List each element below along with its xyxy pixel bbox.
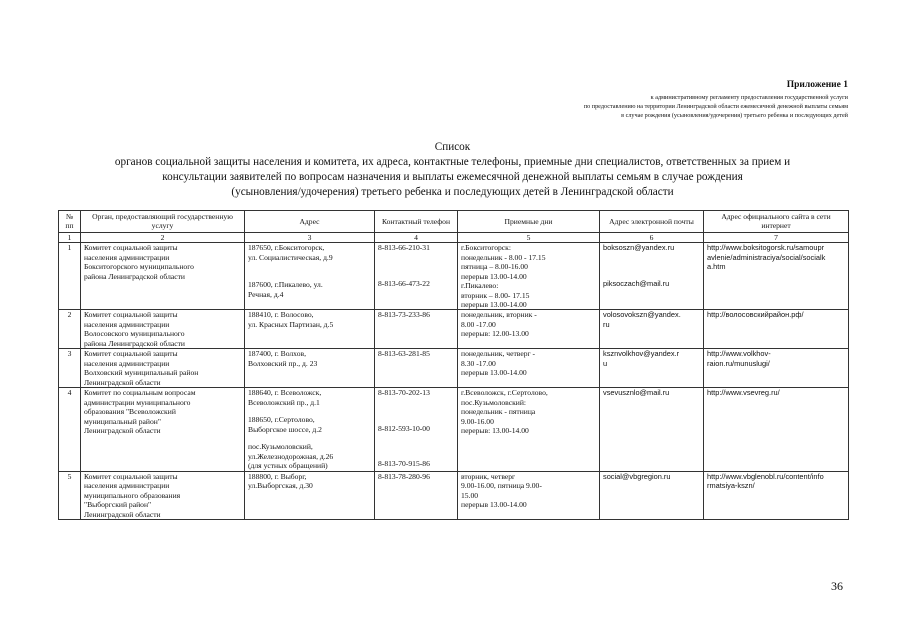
text-line: 9.00-16.00, пятница 9.00- xyxy=(461,481,542,491)
text-line: населения администрации xyxy=(84,252,170,262)
site-link[interactable]: http://www.vsevreg.ru/ xyxy=(707,388,780,398)
email-link[interactable]: piksoczach@mail.ru xyxy=(603,278,670,288)
text-line: Выборгское шоссе, д.2 xyxy=(248,424,322,434)
text-line: Комитет социальной защиты xyxy=(84,243,178,253)
column-number: 5 xyxy=(458,232,600,242)
days-cell xyxy=(458,310,600,349)
text-line: пос.Кузьмоловский, xyxy=(248,442,313,452)
header-num: № пп xyxy=(59,211,81,233)
text-line: 188410, г. Волосово, xyxy=(248,310,314,320)
text-line: Ленинградской области xyxy=(84,377,161,387)
document-heading xyxy=(30,140,875,200)
phone-number: 8-813-66-210-31 xyxy=(378,243,430,253)
row-number: 2 xyxy=(59,310,81,349)
site-cell xyxy=(704,471,849,519)
email-link[interactable] xyxy=(603,349,700,368)
organ-cell xyxy=(81,388,245,471)
email-link[interactable]: vsevusznlo@mail.ru xyxy=(603,388,670,398)
text-line: муниципального образования xyxy=(84,490,181,500)
text-line: понедельник - 8.00 - 17.15 xyxy=(461,252,546,262)
phone-number: 8-813-78-280-96 xyxy=(378,471,430,481)
appendix-line: к административному регламенту предоставления государственной услуги xyxy=(650,94,848,102)
table-header-row xyxy=(59,211,849,233)
text-line: Волховский муниципальный район xyxy=(84,368,199,378)
text-line: г.Всеволожск, г.Сертолово, xyxy=(461,388,548,398)
phone-cell xyxy=(375,471,458,519)
text-line: raion.ru/munuslugi/ xyxy=(707,359,770,369)
email-cell xyxy=(600,349,704,388)
text-line: образования "Всеволожский xyxy=(84,407,176,417)
email-link[interactable] xyxy=(603,310,700,329)
row-number: 1 xyxy=(59,243,81,310)
text-line: района Ленинградской области xyxy=(84,271,185,281)
column-number: 4 xyxy=(375,232,458,242)
text-line: понедельник, четверг - xyxy=(461,349,536,359)
appendix-header xyxy=(584,79,848,121)
text-line: пос.Кузьмоловский: xyxy=(461,397,526,407)
text-line: вторник, четверг xyxy=(461,471,516,481)
text-line: ул. Красных Партизан, д.5 xyxy=(248,319,334,329)
phone-number: 8-813-70-202-13 xyxy=(378,388,430,398)
organ-cell xyxy=(81,310,245,349)
text-line: ksznvolkhov@yandex.r xyxy=(603,349,680,359)
text-line: Ленинградской области xyxy=(84,426,161,436)
column-number: 2 xyxy=(81,232,245,242)
organ-cell xyxy=(81,471,245,519)
text-line: avlenie/administraciya/social/socialk xyxy=(707,252,826,262)
address-cell xyxy=(245,310,375,349)
text-line: перерыв: 13.00-14.00 xyxy=(461,426,529,436)
site-cell xyxy=(704,388,849,471)
row-number: 3 xyxy=(59,349,81,388)
text-line: Комитет по социальным вопросам xyxy=(84,388,196,398)
days-cell xyxy=(458,471,600,519)
text-line: 8.30 -17.00 xyxy=(461,358,496,368)
phone-number: 8-813-70-915-86 xyxy=(378,459,430,469)
text-line: 188650, г.Сертолово, xyxy=(248,415,315,425)
organ-cell xyxy=(81,243,245,310)
text-line: u xyxy=(603,359,608,369)
text-line: 9.00-16.00 xyxy=(461,416,494,426)
registry-table xyxy=(58,210,849,520)
days-cell xyxy=(458,388,600,471)
header-site: Адрес официального сайта в сети интернет xyxy=(704,211,849,233)
text-line: 15.00 xyxy=(461,490,479,500)
text-line: (для устных обращений) xyxy=(248,461,328,471)
days-cell xyxy=(458,349,600,388)
phone-number: 8-813-63-281-85 xyxy=(378,349,430,359)
appendix-title: Приложение 1 xyxy=(786,80,848,90)
table-row xyxy=(59,471,849,519)
email-cell xyxy=(600,243,704,310)
address-cell xyxy=(245,243,375,310)
days-cell xyxy=(458,243,600,310)
text-line: ru xyxy=(603,320,610,330)
text-line: http://www.volkhov- xyxy=(707,349,771,359)
heading-line: (усыновления/удочерения) третьего ребенка и последующих детей в Ленинградской области xyxy=(231,185,674,198)
header-days: Приемные дни xyxy=(458,211,600,233)
column-number-row xyxy=(59,232,849,242)
heading-line: органов социальной защиты населения и комитета, их адреса, контактные телефоны, приемные дни специалистов, ответственных за прием и xyxy=(114,155,791,168)
heading-line: консультации заявителей по вопросам назначения и выплаты ежемесячной денежной выплаты семьям в случае рождения xyxy=(162,170,743,183)
text-line: Комитет социальной защиты xyxy=(84,349,178,359)
site-link[interactable]: http://волосовскийрайон.рф/ xyxy=(707,310,804,320)
text-line: понедельник - пятница xyxy=(461,407,536,417)
text-line: населения администрации xyxy=(84,319,170,329)
phone-number: 8-813-66-473-22 xyxy=(378,278,430,288)
text-line: 8.00 -17.00 xyxy=(461,319,496,329)
address-cell xyxy=(245,471,375,519)
text-line: Ленинградской области xyxy=(84,509,161,519)
column-number: 7 xyxy=(704,232,849,242)
text-line: перерыв 13.00-14.00 xyxy=(461,500,527,510)
text-line: ул.Железнодорожная, д.26 xyxy=(248,451,334,461)
row-number: 4 xyxy=(59,388,81,471)
text-line: ул. Социалистическая, д.9 xyxy=(248,252,333,262)
text-line: http://www.boksitogorsk.ru/samoupr xyxy=(707,243,825,253)
text-line: населения администрации xyxy=(84,481,170,491)
phone-number: 8-812-593-10-00 xyxy=(378,423,430,433)
address-cell xyxy=(245,349,375,388)
table-row xyxy=(59,243,849,310)
text-line: Волосовского муниципального xyxy=(84,329,185,339)
text-line: a.htm xyxy=(707,262,726,272)
site-link[interactable] xyxy=(707,243,845,272)
text-line: Комитет социальной защиты xyxy=(84,310,178,320)
email-link[interactable]: boksoszn@yandex.ru xyxy=(603,243,675,253)
heading-title: Список xyxy=(434,141,471,153)
text-line: volosovokszn@yandex. xyxy=(603,310,681,320)
text-line: rmatsiya-kszn/ xyxy=(707,481,755,491)
text-line: ул.Выборгская, д.30 xyxy=(248,481,313,491)
text-line: Комитет социальной защиты xyxy=(84,471,178,481)
text-line: понедельник, вторник - xyxy=(461,310,537,320)
page-number: 36 xyxy=(831,579,843,593)
header-organ: Орган, предоставляющий государственную услугу xyxy=(81,211,245,233)
text-line: 188800, г. Выборг, xyxy=(248,471,307,481)
text-line: пятница – 8.00-16.00 xyxy=(461,262,528,272)
email-cell xyxy=(600,310,704,349)
text-line: "Выборгский район" xyxy=(84,500,152,510)
text-line: перерыв: 12.00-13.00 xyxy=(461,329,529,339)
table-row xyxy=(59,310,849,349)
text-line: перерыв 13.00-14.00 xyxy=(461,368,527,378)
text-line: района Ленинградской области xyxy=(84,338,185,348)
phone-number: 8-813-73-233-86 xyxy=(378,310,430,320)
site-cell xyxy=(704,349,849,388)
site-link[interactable] xyxy=(707,472,845,491)
appendix-line: по предоставлению на территории Ленинградской области ежемесячной денежной выплаты семьям xyxy=(583,103,848,111)
phone-cell xyxy=(375,349,458,388)
appendix-line: в случае рождения (усыновления/удочерения) третьего ребенка и последующих детей xyxy=(621,112,848,120)
organ-cell xyxy=(81,349,245,388)
text-line: Речная, д.4 xyxy=(248,289,284,299)
table-row xyxy=(59,388,849,471)
text-line: 187650, г.Бокситогорск, xyxy=(248,243,325,253)
header-email: Адрес электронной почты xyxy=(600,211,704,233)
text-line: 188640, г. Всеволожск, xyxy=(248,388,322,398)
text-line: перерыв 13.00-14.00 xyxy=(461,299,527,309)
column-number: 1 xyxy=(59,232,81,242)
site-cell xyxy=(704,310,849,349)
text-line: вторник – 8.00- 17.15 xyxy=(461,290,530,300)
email-cell xyxy=(600,471,704,519)
column-number: 3 xyxy=(245,232,375,242)
text-line: г.Пикалево: xyxy=(461,281,499,291)
text-line: населения администрации xyxy=(84,358,170,368)
header-phone: Контактный телефон xyxy=(375,211,458,233)
text-line: 187400, г. Волхов, xyxy=(248,349,306,359)
text-line: Всеволожский пр., д.1 xyxy=(248,397,320,407)
site-link[interactable] xyxy=(707,349,845,368)
email-link[interactable]: social@vbgregion.ru xyxy=(603,471,671,481)
phone-cell xyxy=(375,243,458,310)
site-cell xyxy=(704,243,849,310)
text-line: http://www.vbglenobl.ru/content/info xyxy=(707,471,824,481)
email-cell xyxy=(600,388,704,471)
text-line: 187600, г.Пикалево, ул. xyxy=(248,280,323,290)
phone-cell xyxy=(375,388,458,471)
text-line: администрации муниципального xyxy=(84,397,191,407)
text-line: перерыв 13.00-14.00 xyxy=(461,271,527,281)
address-cell xyxy=(245,388,375,471)
phone-cell xyxy=(375,310,458,349)
text-line: Волховский пр., д. 23 xyxy=(248,358,318,368)
text-line: муниципальный район" xyxy=(84,416,161,426)
header-address: Адрес xyxy=(245,211,375,233)
column-number: 6 xyxy=(600,232,704,242)
row-number: 5 xyxy=(59,471,81,519)
table-row xyxy=(59,349,849,388)
text-line: г.Бокситогорск: xyxy=(461,243,511,253)
text-line: Бокситогорского муниципального xyxy=(84,262,194,272)
